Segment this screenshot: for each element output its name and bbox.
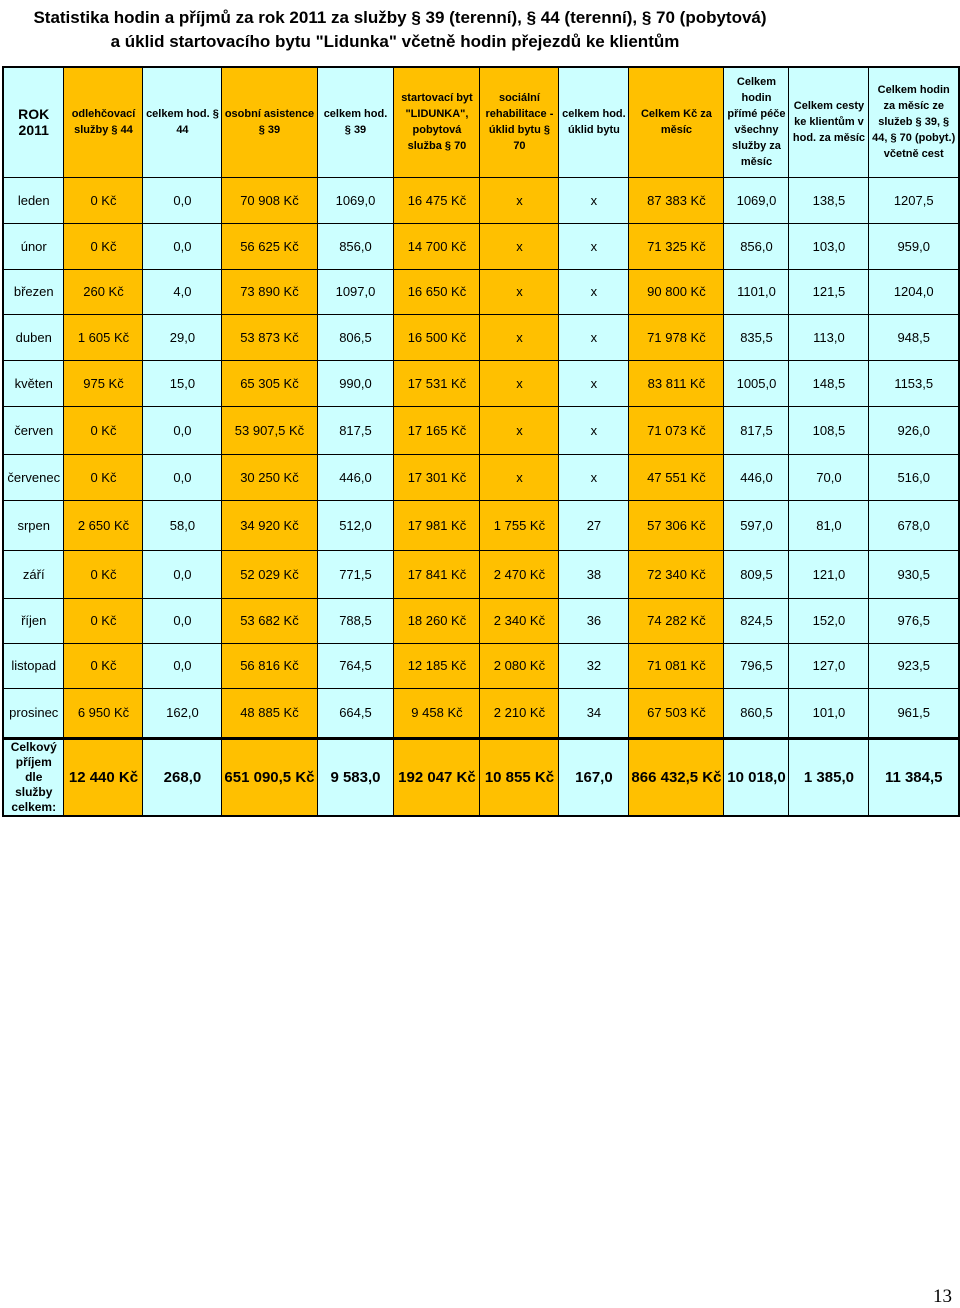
value-cell: x	[480, 406, 559, 454]
header-cell: celkem hod. úklid bytu	[559, 67, 629, 177]
value-cell: 32	[559, 643, 629, 688]
month-cell: leden	[3, 177, 64, 223]
month-cell: září	[3, 550, 64, 598]
header-cell: celkem hod. § 44	[143, 67, 222, 177]
month-cell: listopad	[3, 643, 64, 688]
totals-row	[3, 738, 959, 816]
table-row	[3, 360, 959, 406]
value-cell: 1204,0	[869, 269, 959, 314]
value-cell: x	[480, 177, 559, 223]
value-cell: 0 Kč	[64, 454, 143, 500]
value-cell: 664,5	[317, 688, 394, 738]
table-row	[3, 406, 959, 454]
value-cell: 771,5	[317, 550, 394, 598]
title-line-1: Statistika hodin a příjmů za rok 2011 za služby § 39 (terenní), § 44 (terenní), § 70 (pobytová)	[33, 8, 767, 27]
value-cell: 961,5	[869, 688, 959, 738]
value-cell: x	[480, 223, 559, 269]
value-cell: 0 Kč	[64, 550, 143, 598]
value-cell: 121,0	[789, 550, 869, 598]
value-cell: 127,0	[789, 643, 869, 688]
value-cell: 817,5	[724, 406, 789, 454]
value-cell: 796,5	[724, 643, 789, 688]
total-cell: 9 583,0	[317, 738, 394, 816]
title-line-2: a úklid startovacího bytu "Lidunka" včetně hodin přejezdů ke klientům	[110, 32, 680, 51]
totals-label: Celkový příjem dle služby celkem:	[3, 738, 64, 816]
value-cell: 87 383 Kč	[629, 177, 724, 223]
value-cell: x	[559, 360, 629, 406]
month-cell: květen	[3, 360, 64, 406]
value-cell: 67 503 Kč	[629, 688, 724, 738]
month-cell: duben	[3, 314, 64, 360]
value-cell: 817,5	[317, 406, 394, 454]
value-cell: 71 325 Kč	[629, 223, 724, 269]
value-cell: 990,0	[317, 360, 394, 406]
value-cell: 74 282 Kč	[629, 598, 724, 643]
value-cell: 860,5	[724, 688, 789, 738]
value-cell: 17 841 Kč	[394, 550, 480, 598]
value-cell: 2 210 Kč	[480, 688, 559, 738]
value-cell: 17 981 Kč	[394, 500, 480, 550]
value-cell: 17 301 Kč	[394, 454, 480, 500]
page-number: 13	[933, 1286, 952, 1307]
value-cell: 0,0	[143, 177, 222, 223]
month-cell: březen	[3, 269, 64, 314]
header-cell: sociální rehabilitace - úklid bytu § 70	[480, 67, 559, 177]
value-cell: 70,0	[789, 454, 869, 500]
value-cell: 101,0	[789, 688, 869, 738]
value-cell: 16 650 Kč	[394, 269, 480, 314]
value-cell: 0,0	[143, 598, 222, 643]
statistics-table	[2, 66, 960, 817]
value-cell: 138,5	[789, 177, 869, 223]
value-cell: x	[559, 314, 629, 360]
value-cell: 48 885 Kč	[222, 688, 317, 738]
table-row	[3, 598, 959, 643]
value-cell: 162,0	[143, 688, 222, 738]
value-cell: 71 073 Kč	[629, 406, 724, 454]
value-cell: 121,5	[789, 269, 869, 314]
total-cell: 1 385,0	[789, 738, 869, 816]
month-cell: červenec	[3, 454, 64, 500]
value-cell: x	[480, 454, 559, 500]
value-cell: 71 081 Kč	[629, 643, 724, 688]
table-row	[3, 314, 959, 360]
value-cell: 806,5	[317, 314, 394, 360]
total-cell: 651 090,5 Kč	[222, 738, 317, 816]
value-cell: 2 340 Kč	[480, 598, 559, 643]
value-cell: 1 755 Kč	[480, 500, 559, 550]
month-cell: červen	[3, 406, 64, 454]
value-cell: 0 Kč	[64, 406, 143, 454]
value-cell: 65 305 Kč	[222, 360, 317, 406]
table-row	[3, 550, 959, 598]
value-cell: 446,0	[724, 454, 789, 500]
header-cell: odlehčovací služby § 44	[64, 67, 143, 177]
value-cell: 0,0	[143, 550, 222, 598]
table-row	[3, 643, 959, 688]
month-cell: srpen	[3, 500, 64, 550]
value-cell: 0 Kč	[64, 598, 143, 643]
value-cell: 83 811 Kč	[629, 360, 724, 406]
month-cell: říjen	[3, 598, 64, 643]
value-cell: 512,0	[317, 500, 394, 550]
value-cell: 113,0	[789, 314, 869, 360]
value-cell: 103,0	[789, 223, 869, 269]
value-cell: 1097,0	[317, 269, 394, 314]
value-cell: 0 Kč	[64, 223, 143, 269]
header-row	[3, 67, 959, 177]
value-cell: 446,0	[317, 454, 394, 500]
value-cell: 926,0	[869, 406, 959, 454]
value-cell: 1 605 Kč	[64, 314, 143, 360]
value-cell: 73 890 Kč	[222, 269, 317, 314]
value-cell: 70 908 Kč	[222, 177, 317, 223]
table-row	[3, 223, 959, 269]
value-cell: 56 625 Kč	[222, 223, 317, 269]
header-cell: Celkem Kč za měsíc	[629, 67, 724, 177]
total-cell: 11 384,5	[869, 738, 959, 816]
value-cell: 0,0	[143, 643, 222, 688]
value-cell: 597,0	[724, 500, 789, 550]
total-cell: 167,0	[559, 738, 629, 816]
header-cell: osobní asistence § 39	[222, 67, 317, 177]
value-cell: 152,0	[789, 598, 869, 643]
table-row	[3, 269, 959, 314]
value-cell: 52 029 Kč	[222, 550, 317, 598]
value-cell: 959,0	[869, 223, 959, 269]
table-row	[3, 500, 959, 550]
value-cell: 0 Kč	[64, 643, 143, 688]
value-cell: 4,0	[143, 269, 222, 314]
value-cell: 516,0	[869, 454, 959, 500]
month-cell: prosinec	[3, 688, 64, 738]
value-cell: 72 340 Kč	[629, 550, 724, 598]
value-cell: 58,0	[143, 500, 222, 550]
value-cell: 90 800 Kč	[629, 269, 724, 314]
total-cell: 10 018,0	[724, 738, 789, 816]
value-cell: 824,5	[724, 598, 789, 643]
value-cell: 2 470 Kč	[480, 550, 559, 598]
value-cell: 57 306 Kč	[629, 500, 724, 550]
value-cell: 923,5	[869, 643, 959, 688]
value-cell: 764,5	[317, 643, 394, 688]
value-cell: 0,0	[143, 406, 222, 454]
value-cell: 1207,5	[869, 177, 959, 223]
value-cell: 18 260 Kč	[394, 598, 480, 643]
value-cell: 17 531 Kč	[394, 360, 480, 406]
value-cell: 17 165 Kč	[394, 406, 480, 454]
header-cell: startovací byt "LIDUNKA", pobytová služba § 70	[394, 67, 480, 177]
value-cell: 16 500 Kč	[394, 314, 480, 360]
header-cell: ROK 2011	[3, 67, 64, 177]
month-cell: únor	[3, 223, 64, 269]
value-cell: 53 682 Kč	[222, 598, 317, 643]
value-cell: 6 950 Kč	[64, 688, 143, 738]
value-cell: 809,5	[724, 550, 789, 598]
header-cell: Celkem cesty ke klientům v hod. za měsíc	[789, 67, 869, 177]
total-cell: 10 855 Kč	[480, 738, 559, 816]
total-cell: 866 432,5 Kč	[629, 738, 724, 816]
value-cell: 56 816 Kč	[222, 643, 317, 688]
header-cell: Celkem hodin přímé péče všechny služby za měsíc	[724, 67, 789, 177]
value-cell: 835,5	[724, 314, 789, 360]
value-cell: 1101,0	[724, 269, 789, 314]
table-row	[3, 688, 959, 738]
value-cell: 0 Kč	[64, 177, 143, 223]
header-cell: Celkem hodin za měsíc ze služeb § 39, § 44, § 70 (pobyt.) včetně cest	[869, 67, 959, 177]
value-cell: 53 873 Kč	[222, 314, 317, 360]
value-cell: 260 Kč	[64, 269, 143, 314]
value-cell: 975 Kč	[64, 360, 143, 406]
value-cell: 930,5	[869, 550, 959, 598]
total-cell: 268,0	[143, 738, 222, 816]
value-cell: 14 700 Kč	[394, 223, 480, 269]
value-cell: 34	[559, 688, 629, 738]
value-cell: 856,0	[317, 223, 394, 269]
value-cell: 788,5	[317, 598, 394, 643]
value-cell: 108,5	[789, 406, 869, 454]
value-cell: 2 650 Kč	[64, 500, 143, 550]
value-cell: 81,0	[789, 500, 869, 550]
value-cell: 53 907,5 Kč	[222, 406, 317, 454]
table-row	[3, 454, 959, 500]
value-cell: 71 978 Kč	[629, 314, 724, 360]
value-cell: x	[559, 177, 629, 223]
value-cell: 47 551 Kč	[629, 454, 724, 500]
value-cell: 30 250 Kč	[222, 454, 317, 500]
value-cell: 34 920 Kč	[222, 500, 317, 550]
header-cell: celkem hod. § 39	[317, 67, 394, 177]
value-cell: 27	[559, 500, 629, 550]
value-cell: 36	[559, 598, 629, 643]
value-cell: x	[480, 360, 559, 406]
value-cell: x	[559, 269, 629, 314]
value-cell: 0,0	[143, 223, 222, 269]
value-cell: 678,0	[869, 500, 959, 550]
value-cell: 12 185 Kč	[394, 643, 480, 688]
value-cell: 38	[559, 550, 629, 598]
value-cell: x	[559, 454, 629, 500]
total-cell: 192 047 Kč	[394, 738, 480, 816]
value-cell: x	[480, 269, 559, 314]
value-cell: 2 080 Kč	[480, 643, 559, 688]
value-cell: 9 458 Kč	[394, 688, 480, 738]
value-cell: 948,5	[869, 314, 959, 360]
value-cell: 1005,0	[724, 360, 789, 406]
value-cell: 1153,5	[869, 360, 959, 406]
value-cell: 1069,0	[724, 177, 789, 223]
value-cell: x	[480, 314, 559, 360]
value-cell: 856,0	[724, 223, 789, 269]
value-cell: 976,5	[869, 598, 959, 643]
value-cell: 148,5	[789, 360, 869, 406]
value-cell: x	[559, 406, 629, 454]
value-cell: 1069,0	[317, 177, 394, 223]
value-cell: 29,0	[143, 314, 222, 360]
value-cell: x	[559, 223, 629, 269]
total-cell: 12 440 Kč	[64, 738, 143, 816]
value-cell: 16 475 Kč	[394, 177, 480, 223]
value-cell: 0,0	[143, 454, 222, 500]
value-cell: 15,0	[143, 360, 222, 406]
month-rows	[3, 177, 959, 738]
table-row	[3, 177, 959, 223]
